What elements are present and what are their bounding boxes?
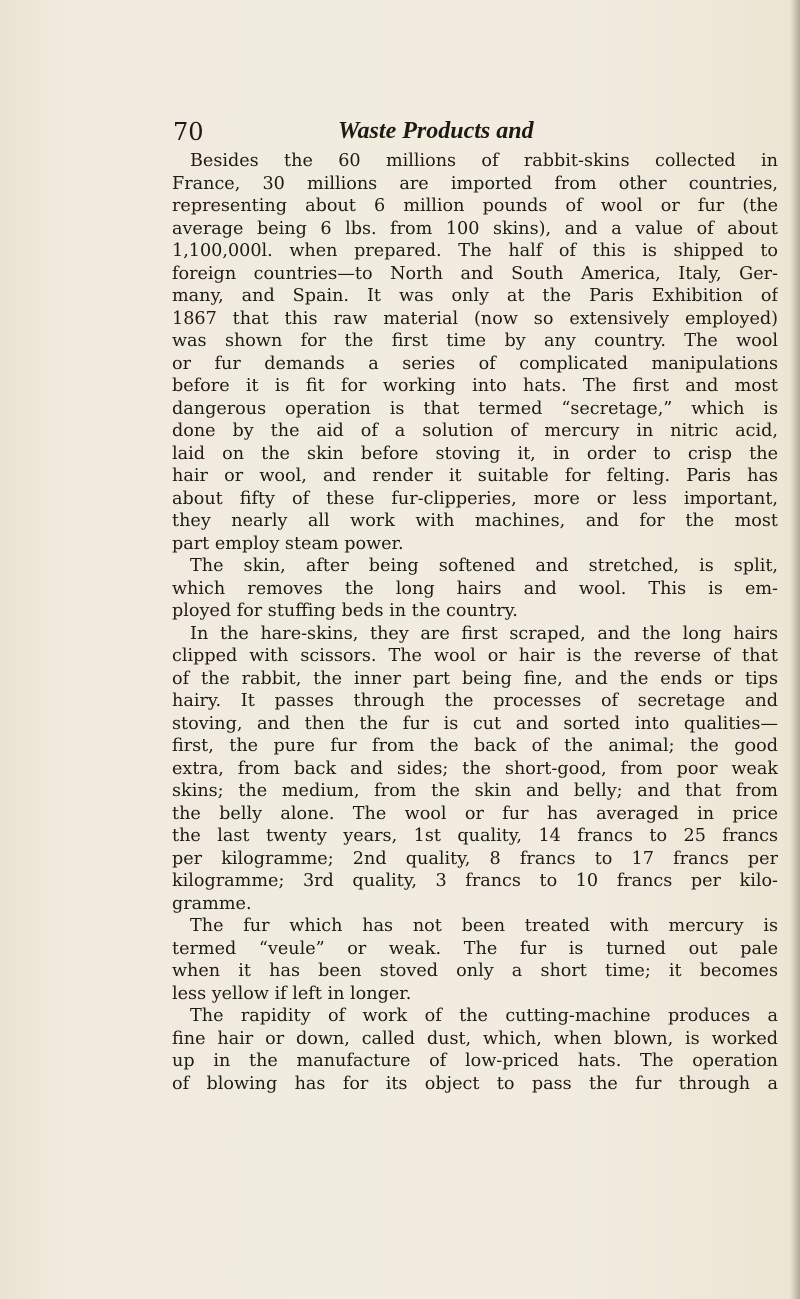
text-line: about fifty of these fur-clipperies, more or less important, bbox=[172, 488, 778, 509]
text-line: Besides the 60 millions of rabbit-skins collected in bbox=[190, 151, 778, 171]
text-line: the last twenty years, 1st quality, 14 francs to 25 francs bbox=[172, 826, 778, 846]
text-line: hair or wool, and render it suitable for felting. Paris has bbox=[172, 466, 778, 486]
running-title: Waste Products and bbox=[338, 118, 534, 144]
text-line: gramme. bbox=[172, 893, 252, 914]
text-line: foreign countries—to North and South America, Italy, Ger- bbox=[172, 263, 778, 284]
text-line: of blowing has for its object to pass the fur through a bbox=[172, 1073, 778, 1094]
text-line: dangerous operation is that termed “secretage,” which is bbox=[172, 398, 778, 419]
text-line: 1,100,000l. when prepared. The half of this is shipped to bbox=[172, 241, 778, 261]
text-line: 1867 that this raw material (now so extensively employed) bbox=[172, 308, 778, 329]
text-line: when it has been stoved only a short time; it becomes bbox=[172, 961, 778, 981]
text-line: before it is fit for working into hats. The first and most bbox=[172, 376, 778, 396]
text-line: extra, from back and sides; the short-good, from poor weak bbox=[172, 758, 778, 779]
body-text bbox=[172, 150, 778, 1095]
text-line: less yellow if left in longer. bbox=[172, 983, 412, 1004]
text-line: clipped with scissors. The wool or hair is the reverse of that bbox=[172, 646, 778, 666]
text-line: The skin, after being softened and stretched, is split, bbox=[190, 556, 778, 576]
text-line: first, the pure fur from the back of the animal; the good bbox=[172, 736, 778, 756]
text-line: the belly alone. The wool or fur has averaged in price bbox=[172, 803, 778, 824]
text-line: hairy. It passes through the processes of secretage and bbox=[172, 691, 778, 711]
text-line: of the rabbit, the inner part being fine, and the ends or tips bbox=[172, 668, 778, 689]
text-line: was shown for the first time by any country. The wool bbox=[172, 331, 778, 351]
text-line: France, 30 millions are imported from other countries, bbox=[172, 173, 778, 194]
page-header bbox=[0, 118, 800, 150]
text-line: done by the aid of a solution of mercury in nitric acid, bbox=[172, 421, 778, 441]
text-line: The rapidity of work of the cutting-machine produces a bbox=[190, 1006, 778, 1026]
text-line: In the hare-skins, they are first scraped, and the long hairs bbox=[190, 623, 778, 644]
text-line: The fur which has not been treated with mercury is bbox=[190, 916, 778, 936]
text-line: part employ steam power. bbox=[172, 533, 404, 554]
text-line: per kilogramme; 2nd quality, 8 francs to 17 francs per bbox=[172, 848, 778, 869]
text-line: ployed for stuffing beds in the country. bbox=[172, 601, 518, 621]
text-line: which removes the long hairs and wool. This is em- bbox=[172, 578, 778, 599]
text-line: fine hair or down, called dust, which, when blown, is worked bbox=[172, 1028, 778, 1049]
text-line: termed “veule” or weak. The fur is turned out pale bbox=[172, 938, 778, 959]
text-line: representing about 6 million pounds of wool or fur (the bbox=[172, 196, 778, 216]
text-line: or fur demands a series of complicated manipulations bbox=[172, 353, 778, 374]
text-line: many, and Spain. It was only at the Paris Exhibition of bbox=[172, 286, 778, 306]
text-line: skins; the medium, from the skin and belly; and that from bbox=[172, 781, 778, 801]
text-line: average being 6 lbs. from 100 skins), and a value of about bbox=[172, 218, 778, 239]
text-line: kilogramme; 3rd quality, 3 francs to 10 francs per kilo- bbox=[172, 871, 778, 891]
text-line: they nearly all work with machines, and for the most bbox=[172, 511, 778, 531]
text-line: stoving, and then the fur is cut and sorted into qualities— bbox=[172, 713, 778, 734]
page-number: 70 bbox=[173, 118, 204, 146]
text-line: up in the manufacture of low-priced hats. The operation bbox=[172, 1051, 778, 1071]
text-line: laid on the skin before stoving it, in order to crisp the bbox=[172, 443, 778, 464]
page-edge-shadow bbox=[790, 0, 800, 1299]
